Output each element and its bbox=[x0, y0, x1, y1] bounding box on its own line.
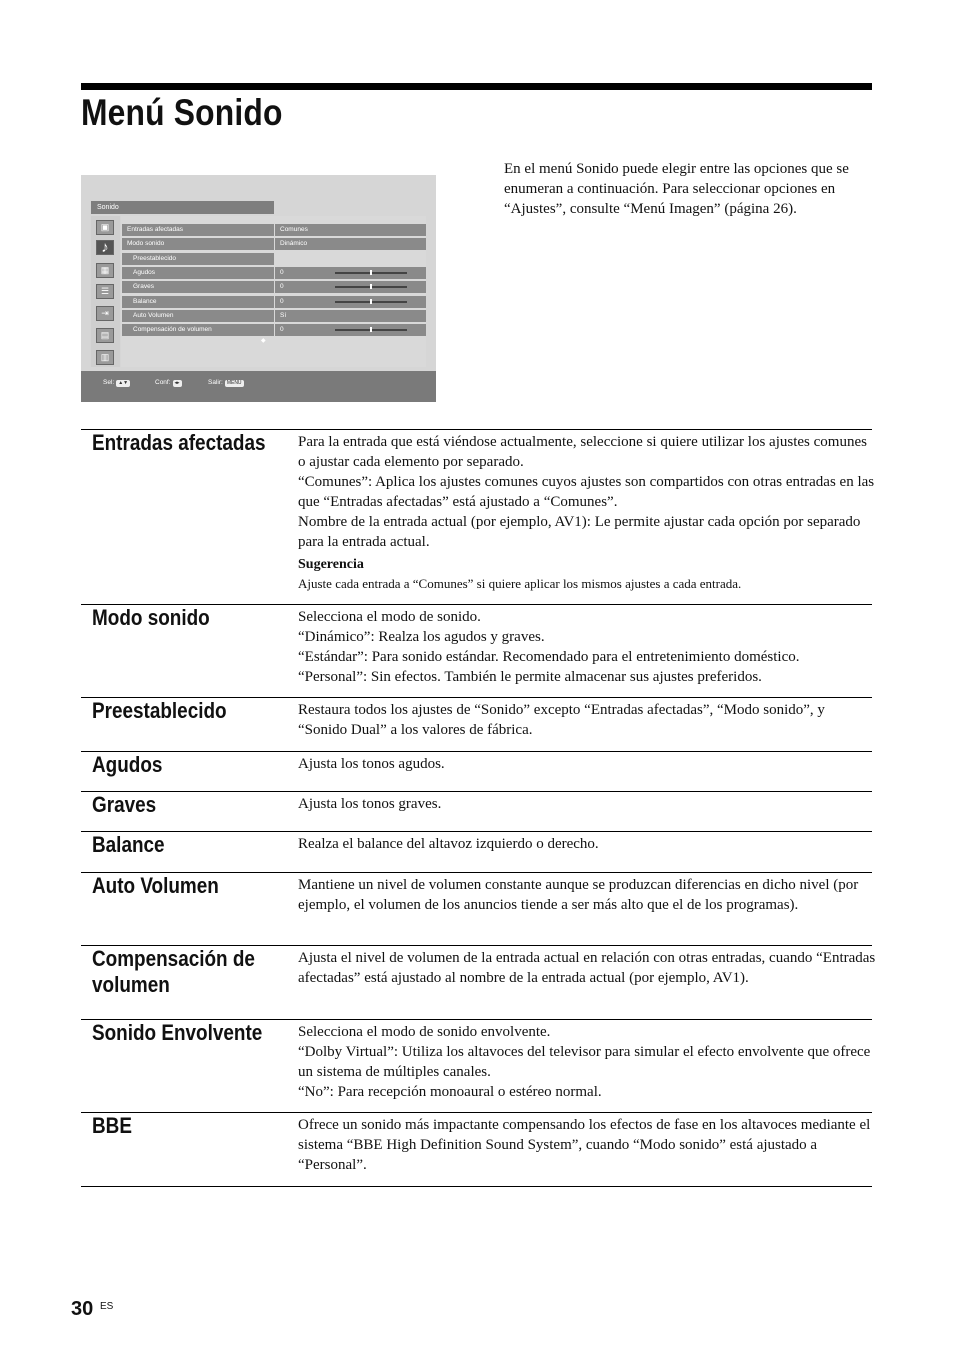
top-rule bbox=[81, 83, 872, 90]
menu-item-value: Comunes bbox=[275, 224, 426, 236]
description-line: “Dinámico”: Realza los agudos y graves. bbox=[298, 629, 545, 645]
definition-term: Sonido Envolvente bbox=[92, 1020, 263, 1045]
definition-description bbox=[298, 794, 876, 814]
menu-key: MENU bbox=[226, 380, 242, 386]
music-note-icon: ♪ bbox=[96, 240, 114, 255]
description-line: “Comunes”: Aplica los ajustes comunes cuyos ajustes son compartidos con otras entradas en las que “Entradas afectadas” está ajustado a “Comunes”. bbox=[298, 474, 875, 510]
screen-icon: ▦ bbox=[96, 263, 114, 278]
settings-icon: ▤ bbox=[96, 328, 114, 343]
definition-term: Entradas afectadas bbox=[92, 430, 266, 455]
page-title: Menú Sonido bbox=[81, 92, 283, 133]
menu-item-label[interactable]: Graves bbox=[122, 281, 274, 293]
menu-item-label[interactable]: Balance bbox=[122, 296, 274, 308]
definition-description bbox=[298, 834, 876, 854]
slider-knob bbox=[370, 270, 372, 275]
definition-row bbox=[81, 831, 872, 857]
description-line: Restaura todos los ajustes de “Sonido” excepto “Entradas afectadas”, “Modo sonido”, y “Sonido Dual” a los valores de fábrica. bbox=[298, 702, 825, 738]
menu-item-label[interactable]: Compensación de volumen bbox=[122, 324, 274, 336]
definition-description bbox=[298, 875, 876, 915]
description-line: “Dolby Virtual”: Utiliza los altavoces del televisor para simular el efecto envolvente que ofrece un sistema de múltiples canales. bbox=[298, 1044, 871, 1080]
description-line: Ajusta los tonos agudos. bbox=[298, 756, 445, 772]
definition-term: Modo sonido bbox=[92, 605, 210, 630]
menu-title: Sonido bbox=[91, 201, 274, 214]
definition-term: Preestablecido bbox=[92, 698, 227, 723]
intro-text: En el menú Sonido puede elegir entre las opciones que se enumeran a continuación. Para seleccionar opciones en “Ajustes”, consulte “Menú Imagen” (página 26). bbox=[504, 161, 849, 217]
picture-icon: ▣ bbox=[96, 220, 114, 235]
updown-keys-icon: ▲▼ bbox=[118, 380, 129, 386]
description-line: “No”: Para recepción monoaural o estéreo normal. bbox=[298, 1084, 602, 1100]
slider-knob bbox=[370, 284, 372, 289]
definition-description bbox=[298, 700, 876, 740]
slider-knob bbox=[370, 299, 372, 304]
scroll-down-icon: ◆ bbox=[261, 338, 266, 344]
definition-row bbox=[81, 604, 872, 685]
definition-term: Auto Volumen bbox=[92, 873, 219, 898]
definition-row bbox=[81, 697, 872, 738]
menu-item-value: 0 bbox=[275, 281, 426, 293]
input-icon: ⇥ bbox=[96, 306, 114, 321]
menu-item-label[interactable]: Entradas afectadas bbox=[122, 224, 274, 236]
menu-item-label[interactable]: Preestablecido bbox=[122, 253, 274, 265]
level-slider bbox=[335, 272, 407, 274]
menu-item-label[interactable]: Agudos bbox=[122, 267, 274, 279]
definition-row bbox=[81, 791, 872, 817]
definition-description bbox=[298, 754, 876, 774]
description-line: Selecciona el modo de sonido. bbox=[298, 609, 481, 625]
description-line: Ajusta los tonos graves. bbox=[298, 796, 442, 812]
page-number: 30 bbox=[71, 1298, 94, 1320]
definition-description bbox=[298, 607, 876, 687]
tip-text: Ajuste cada entrada a “Comunes” si quiere aplicar los mismos ajustes a cada entrada. bbox=[298, 576, 742, 591]
footer-conf: Conf: bbox=[155, 379, 171, 386]
definition-term: BBE bbox=[92, 1113, 132, 1138]
description-line: Mantiene un nivel de volumen constante aunque se produzcan diferencias en dicho nivel (por ejemplo, el volumen de los anuncios tiende a ser más alto que el de los programas). bbox=[298, 877, 859, 913]
menu-item-label[interactable]: Auto Volumen bbox=[122, 310, 274, 322]
menu-screenshot bbox=[81, 175, 436, 402]
definition-term: Graves bbox=[92, 792, 157, 817]
level-slider bbox=[335, 329, 407, 331]
menu-item-label[interactable]: Modo sonido bbox=[122, 238, 274, 250]
page-language: ES bbox=[100, 1301, 114, 1312]
definition-row bbox=[81, 945, 876, 997]
definition-row bbox=[81, 429, 875, 591]
menu-item-value: Sí bbox=[275, 310, 426, 322]
definition-description bbox=[298, 432, 876, 593]
definition-term: Balance bbox=[92, 832, 165, 857]
description-line: Nombre de la entrada actual (por ejemplo, AV1): Le permite ajustar cada opción por separado para la entrada actual. bbox=[298, 514, 861, 550]
ok-key-icon: ◂▸ bbox=[174, 380, 180, 386]
menu-icon-column bbox=[91, 216, 120, 367]
menu-item-value: 0 bbox=[275, 267, 426, 279]
definition-term: Compensación de volumen bbox=[92, 946, 255, 997]
footer-salir: Salir: bbox=[208, 379, 223, 386]
description-line: “Personal”: Sin efectos. También le permite almacenar sus ajustes preferidos. bbox=[298, 669, 762, 685]
description-line: “Estándar”: Para sonido estándar. Recomendado para el entretenimiento doméstico. bbox=[298, 649, 800, 665]
bottom-rule bbox=[81, 1186, 872, 1187]
description-line: Para la entrada que está viéndose actualmente, seleccione si quiere utilizar los ajustes comunes o ajustar cada elemento por separado. bbox=[298, 434, 867, 470]
definition-description bbox=[298, 1022, 876, 1102]
tip-heading: Sugerencia bbox=[298, 557, 364, 572]
definition-row bbox=[81, 872, 872, 913]
menu-item-value: 0 bbox=[275, 296, 426, 308]
footer-sel: Sel: bbox=[103, 379, 115, 386]
menu-item-value: 0 bbox=[275, 324, 426, 336]
definition-description bbox=[298, 1115, 876, 1175]
menu-footer bbox=[81, 371, 436, 402]
definition-description bbox=[298, 948, 876, 988]
description-line: Realza el balance del altavoz izquierdo o derecho. bbox=[298, 836, 599, 852]
level-slider bbox=[335, 286, 407, 288]
definition-row bbox=[81, 751, 872, 777]
setup-icon: ☰ bbox=[96, 284, 114, 299]
network-icon: ▥ bbox=[96, 350, 114, 365]
slider-knob bbox=[370, 327, 372, 332]
definition-term: Agudos bbox=[92, 752, 163, 777]
description-line: Ofrece un sonido más impactante compensando los efectos de fase en los altavoces mediante el sistema “BBE High Definition Sound System”, cuando “Modo sonido” está ajustado a “Personal”. bbox=[298, 1117, 871, 1173]
description-line: Ajusta el nivel de volumen de la entrada actual en relación con otras entradas, cuando “Entradas afectadas” está ajustado al nombre de la entrada actual (por ejemplo, AV1). bbox=[298, 950, 876, 986]
definition-row bbox=[81, 1019, 872, 1100]
description-line: Selecciona el modo de sonido envolvente. bbox=[298, 1024, 551, 1040]
level-slider bbox=[335, 301, 407, 303]
definition-row bbox=[81, 1112, 872, 1173]
menu-item-value: Dinámico bbox=[275, 238, 426, 250]
